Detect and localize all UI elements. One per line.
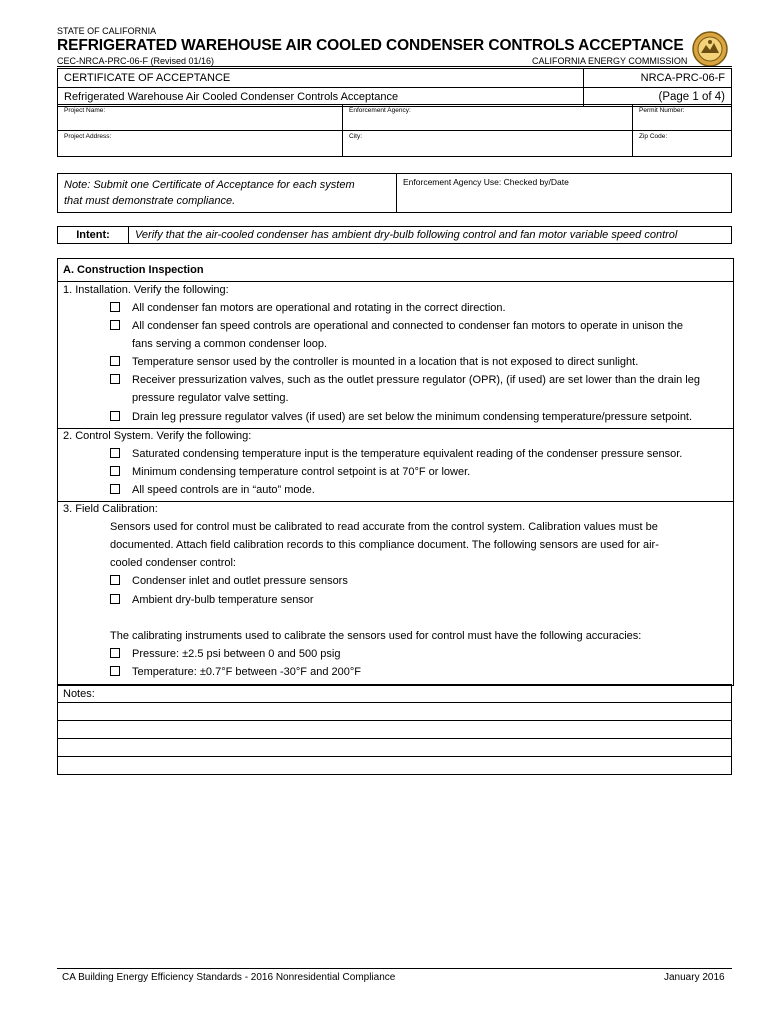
checklist-item: Drain leg pressure regulator valves (if used) are set below the minimum condensing temperature/pressure setpoint.	[110, 411, 692, 423]
enforcement-agency-use-field[interactable]: Enforcement Agency Use: Checked by/Date	[397, 174, 732, 213]
checkbox[interactable]	[110, 411, 120, 421]
intent-row	[57, 226, 732, 244]
footer-standard: CA Building Energy Efficiency Standards - 2016 Nonresidential Compliance	[62, 972, 396, 983]
calibration-text: Sensors used for control must be calibrated to read accurate from the control system. Calibration values must be	[110, 521, 658, 533]
enforcement-agency-field[interactable]: Enforcement Agency:	[343, 105, 633, 131]
checklist-item: Condenser inlet and outlet pressure sensors	[110, 575, 348, 587]
page-number: (Page 1 of 4)	[584, 88, 732, 107]
submission-note-line: Note: Submit one Certificate of Acceptance for each system	[64, 179, 355, 191]
construction-inspection-section	[57, 258, 734, 686]
checkbox[interactable]	[110, 484, 120, 494]
notes-line[interactable]	[58, 721, 732, 739]
calibration-text: cooled condenser control:	[110, 557, 236, 569]
divider	[58, 501, 733, 502]
note-box	[57, 173, 732, 213]
project-info-table	[57, 104, 732, 157]
control-system-title: 2. Control System. Verify the following:	[63, 430, 252, 442]
checklist-item-continued: fans serving a common condenser loop.	[132, 338, 328, 350]
form-title: REFRIGERATED WAREHOUSE AIR COOLED CONDENSER CONTROLS ACCEPTANCE	[57, 37, 684, 54]
notes-line[interactable]	[58, 703, 732, 721]
checkbox[interactable]	[110, 666, 120, 676]
permit-number-field[interactable]: Permit Number:	[633, 105, 732, 131]
checkbox[interactable]	[110, 302, 120, 312]
checkbox[interactable]	[110, 356, 120, 366]
project-address-field[interactable]: Project Address:	[58, 131, 343, 157]
certificate-label: CERTIFICATE OF ACCEPTANCE	[58, 69, 584, 88]
divider	[58, 428, 733, 429]
notes-line[interactable]	[58, 739, 732, 757]
city-field[interactable]: City:	[343, 131, 633, 157]
form-code: CEC-NRCA-PRC-06-F (Revised 01/16)	[57, 56, 215, 66]
state-seal-icon	[692, 31, 728, 67]
notes-table	[57, 684, 732, 775]
checkbox[interactable]	[110, 374, 120, 384]
footer-rule	[57, 968, 732, 969]
certificate-code: NRCA-PRC-06-F	[584, 69, 732, 88]
notes-line[interactable]	[58, 757, 732, 775]
checklist-item: Temperature: ±0.7°F between -30°F and 200°F	[110, 666, 361, 678]
submission-note-line: that must demonstrate compliance.	[64, 195, 236, 207]
intent-label: Intent:	[58, 227, 129, 244]
checkbox[interactable]	[110, 648, 120, 658]
state-label: STATE OF CALIFORNIA	[57, 26, 157, 36]
zip-code-field[interactable]: Zip Code:	[633, 131, 732, 157]
section-header	[58, 259, 733, 282]
checklist-item-continued: pressure regulator valve setting.	[132, 392, 289, 404]
checkbox[interactable]	[110, 466, 120, 476]
checklist-item: Ambient dry-bulb temperature sensor	[110, 594, 314, 606]
checkbox[interactable]	[110, 575, 120, 585]
intent-text: Verify that the air-cooled condenser has ambient dry-bulb following control and fan motor variable speed control	[129, 227, 732, 244]
notes-label: Notes:	[58, 685, 732, 703]
checklist-item: Pressure: ±2.5 psi between 0 and 500 psig	[110, 648, 340, 660]
agency-name: CALIFORNIA ENERGY COMMISSION	[532, 56, 688, 66]
certificate-header	[57, 68, 732, 107]
checkbox[interactable]	[110, 320, 120, 330]
checklist-item: All speed controls are in “auto” mode.	[110, 484, 315, 496]
checklist-item: Minimum condensing temperature control setpoint is at 70°F or lower.	[110, 466, 470, 478]
checklist-item: All condenser fan motors are operational and rotating in the correct direction.	[110, 302, 506, 314]
submission-note	[58, 174, 397, 213]
accuracy-text: The calibrating instruments used to calibrate the sensors used for control must have the following accuracies:	[110, 630, 642, 642]
footer-date: January 2016	[664, 972, 725, 983]
checkbox[interactable]	[110, 594, 120, 604]
certificate-subtitle: Refrigerated Warehouse Air Cooled Condenser Controls Acceptance	[58, 88, 584, 107]
checklist-item: Temperature sensor used by the controller is mounted in a location that is not exposed to direct sunlight.	[110, 356, 638, 368]
section-title: A. Construction Inspection	[63, 264, 204, 276]
installation-title: 1. Installation. Verify the following:	[63, 284, 229, 296]
checkbox[interactable]	[110, 448, 120, 458]
header-rule	[57, 66, 732, 67]
checklist-item: Saturated condensing temperature input is the temperature equivalent reading of the condenser pressure sensor.	[110, 448, 682, 460]
calibration-text: documented. Attach field calibration records to this compliance document. The following sensors are used for air-	[110, 539, 659, 551]
checklist-item: All condenser fan speed controls are operational and connected to condenser fan motors to operate in unison the	[110, 320, 683, 332]
project-name-field[interactable]: Project Name:	[58, 105, 343, 131]
checklist-item: Receiver pressurization valves, such as the outlet pressure regulator (OPR), (if used) are set lower than the drain leg	[110, 374, 700, 386]
field-calibration-title: 3. Field Calibration:	[63, 503, 158, 515]
